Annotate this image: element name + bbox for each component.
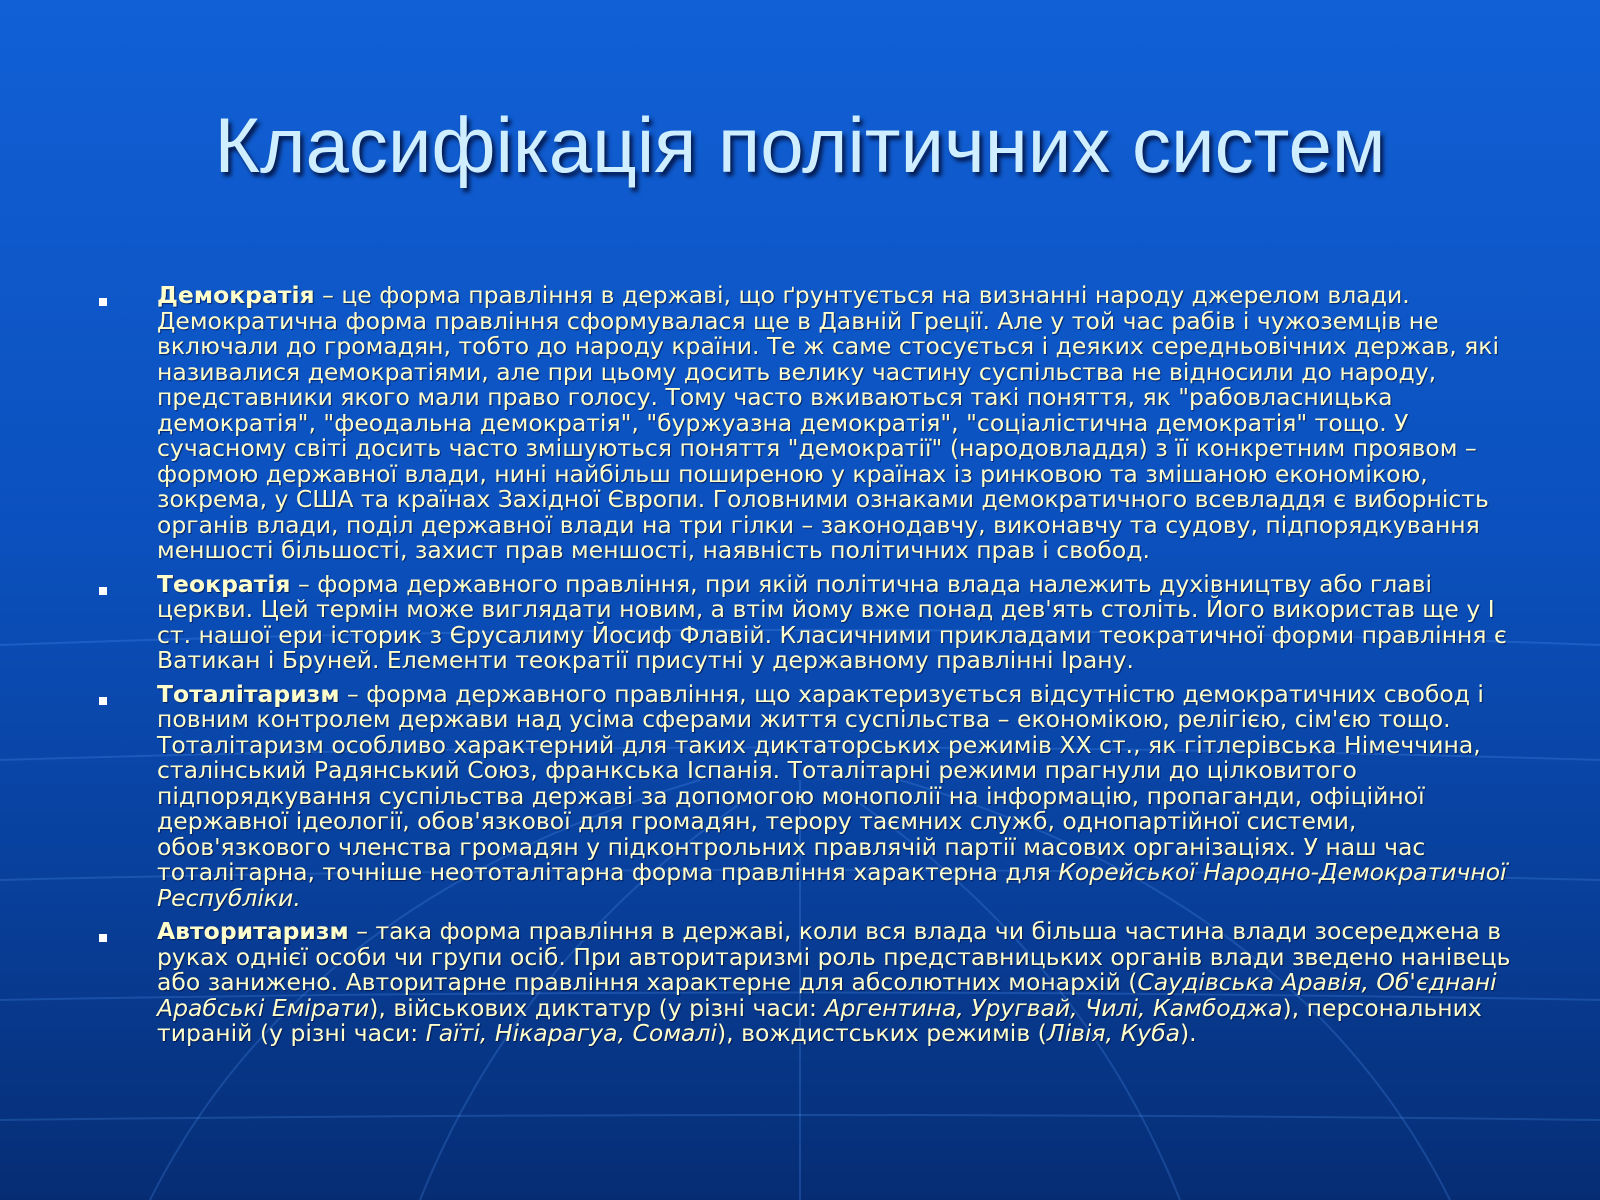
bullet-example-text: Лівія, Куба <box>1046 1019 1180 1047</box>
bullet-example-text: Гаїті, Нікарагуа, Сомалі <box>425 1019 717 1047</box>
bullet-item <box>95 919 1515 1047</box>
bullet-term: Теократія <box>157 569 291 598</box>
bullet-description-text: ). <box>1179 1019 1197 1047</box>
bullet-description-text: ), персональних тираній (у різні часи: <box>157 993 1482 1047</box>
bullet-text <box>157 679 1515 912</box>
bullet-text <box>157 919 1515 1047</box>
bullet-text <box>157 283 1515 564</box>
bullet-term: Демократія <box>157 281 315 309</box>
square-bullet-icon <box>99 587 107 595</box>
bullet-item <box>95 679 1515 912</box>
bullet-example-text: Корейської Народно-Демократичної Республіки. <box>157 858 1507 912</box>
bullet-item <box>95 569 1515 674</box>
bullet-description-text: ), вождистських режимів ( <box>717 1019 1047 1047</box>
bullet-example-text: Аргентина, Уругвай, Чилі, Камбоджа <box>824 993 1283 1022</box>
bullet-description-text: – форма державного правління, при якій політична влада належить духівництву або главі церкви. Цей термін може виглядати новим, а втім йому вже понад дев'ять століть. Його використав ще у І ст. нашої ери історик з Єрусалиму Йосиф Флавій. Класичними прикладами теократичної форми правління є Ватикан і Бруней. Елементи теократії присутні у державному правлінні Ірану. <box>157 569 1507 674</box>
bullet-description-text: – це форма правління в державі, що ґрунтується на визнанні народу джерелом влади. Демократична форма правління сформувалася ще в Давній Греції. Але у той час рабів і чужоземців не включали до громадян, тобто до народу країни. Те ж саме стосується і деяких середньовічних держав, які називалися демократіями, але при цьому досить велику частину суспільства не відносили до народу, представники якого мали право голосу. Тому часто вживаються такі поняття, як "рабовласницька демократія", "феодальна демократія", "буржуазна демократія", "соціалістична демократія" тощо. У сучасному світі досить часто змішуються поняття "демократії" (народовладдя) з її конкретним проявом – формою державної влади, нині найбільш поширеною у країнах із ринковою та змішаною економікою, зокрема, у США та країнах Західної Європи. Головними ознаками демократичного всевладдя є виборність органів влади, поділ державної влади на три гілки – законодавчу, виконавчу та судову, підпорядкування меншості більшості, захист прав меншості, наявність політичних прав і свобод. <box>157 281 1500 564</box>
bullet-item <box>95 283 1515 564</box>
slide-title: Класифікація політичних систем <box>214 101 1386 189</box>
bullet-text <box>157 569 1515 674</box>
square-bullet-icon <box>99 298 107 306</box>
bullet-example-text: Саудівська Аравія, Об'єднані Арабські Емірати <box>157 968 1497 1022</box>
bullet-description-text: – така форма правління в державі, коли вся влада чи більша частина влади зосереджена в руках однієї особи чи групи осіб. При авторитаризмі роль представницьких органів влади зведено нанівець або занижено. Авторитарне правління характерне для абсолютних монархій ( <box>157 917 1511 996</box>
square-bullet-icon <box>99 697 107 705</box>
bullet-term: Тоталітаризм <box>157 679 340 708</box>
bullet-description-text: ), військових диктатур (у різні часи: <box>369 993 825 1022</box>
bullet-list <box>95 283 1515 1055</box>
square-bullet-icon <box>99 934 107 942</box>
bullet-term: Авторитаризм <box>157 917 349 945</box>
bullet-description-text: – форма державного правління, що характеризується відсутністю демократичних свобод і повним контролем держави над усіма сферами життя суспільства – економікою, релігією, сім'єю тощо. Тоталітаризм особливо характерний для таких диктаторських режимів XX ст., як гітлерівська Німеччина, сталінський Радянський Союз, франкська Іспанія. Тоталітарні режими прагнули до цілковитого підпорядкування суспільства державі за допомогою монополії на інформацію, пропаганди, офіційної державної ідеології, обов'язкової для громадян, терору таємних служб, однопартійної системи, обов'язкового членства громадян у підконтрольних правлячій партії масових організаціях. У наш час тоталітарна, точніше неототалітарна форма правління характерна для <box>157 679 1484 886</box>
